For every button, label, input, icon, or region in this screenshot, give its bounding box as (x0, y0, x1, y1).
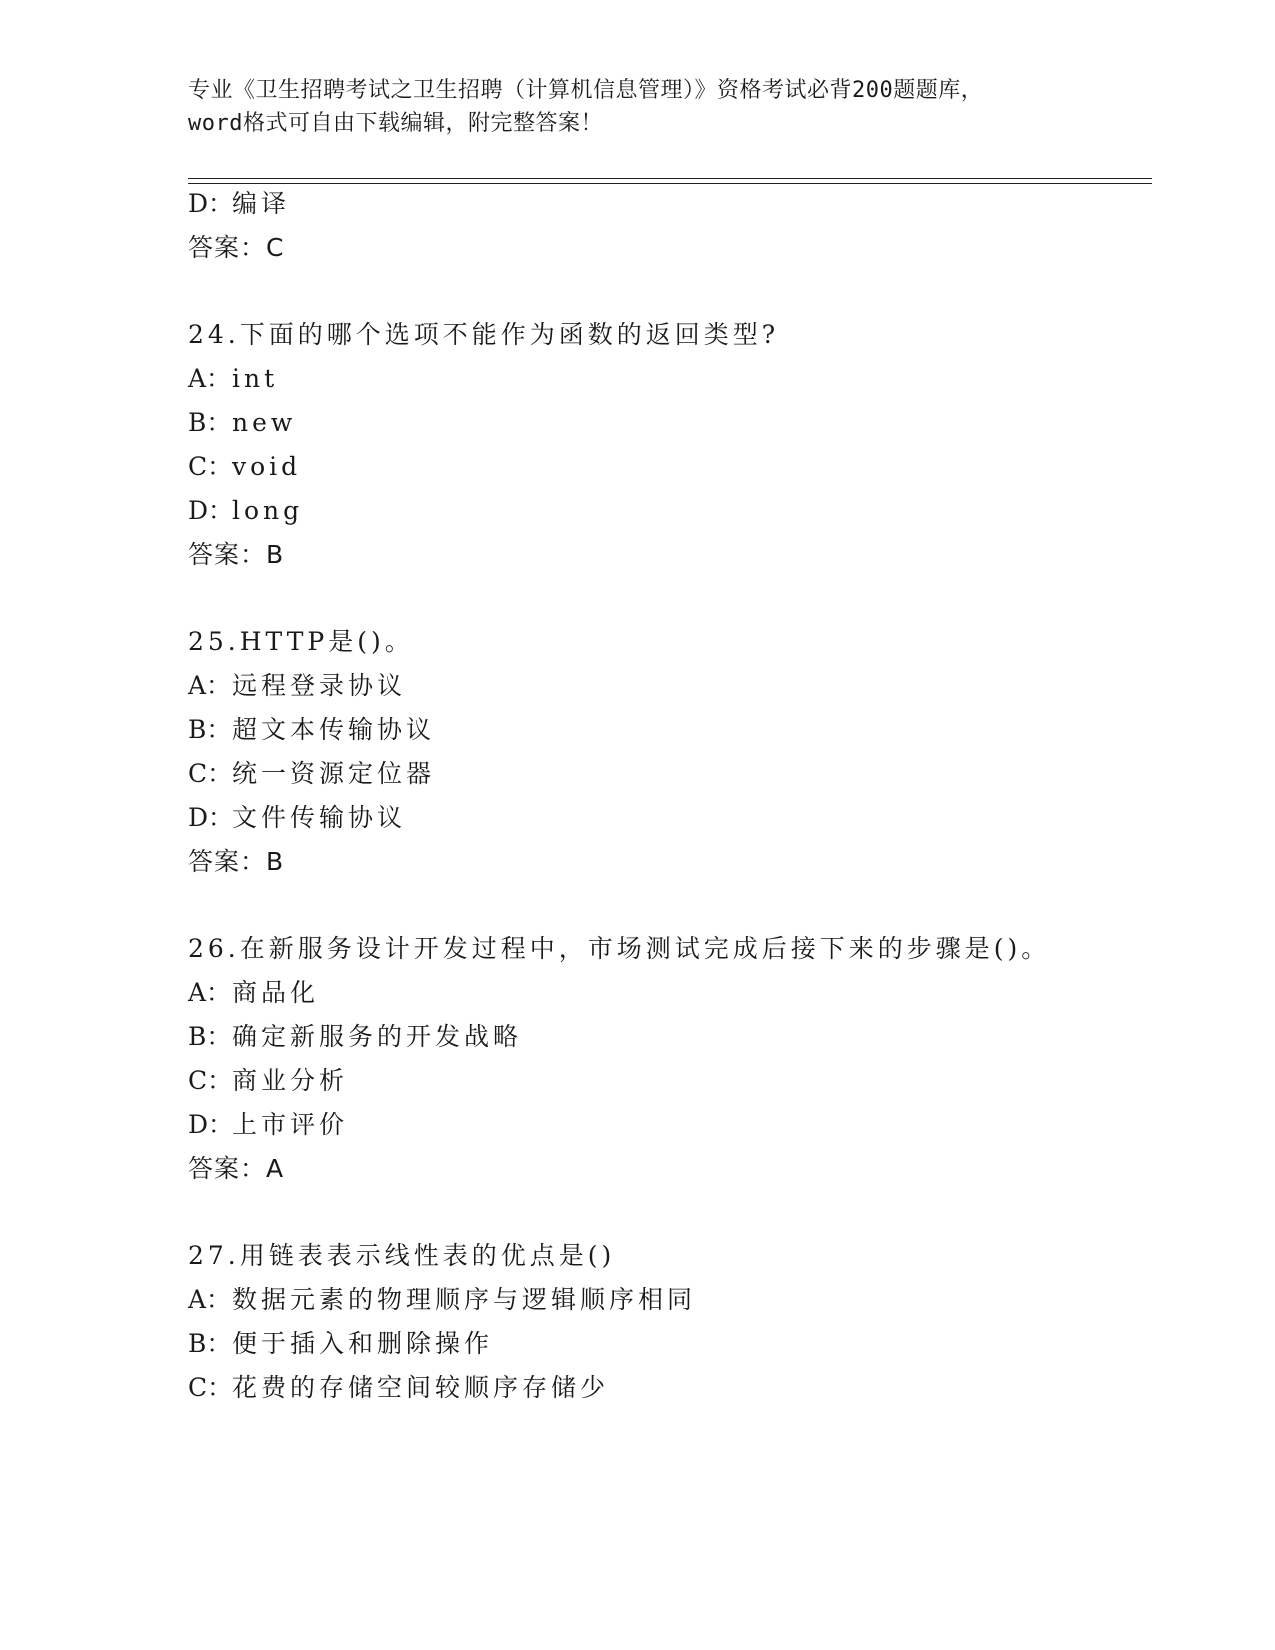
option-label: B： (188, 1022, 232, 1051)
option-label: A： (188, 671, 232, 700)
answer-line: 答案：A (188, 1154, 285, 1183)
option-text: 超文本传输协议 (232, 715, 436, 744)
option-line (188, 1017, 522, 1053)
option-line (188, 973, 319, 1009)
option-label: D： (188, 1110, 234, 1139)
option-line (188, 359, 278, 395)
option-label: D： (188, 496, 234, 525)
document-header (188, 74, 1088, 140)
option-text: 文件传输协议 (232, 803, 407, 832)
option-text: int (232, 364, 279, 393)
option-line (188, 491, 303, 527)
option-label: C： (188, 452, 233, 481)
option-label: B： (188, 1329, 232, 1358)
option-text: 统一资源定位器 (232, 759, 436, 788)
header-divider-top (188, 178, 1152, 179)
option-text: 商业分析 (232, 1066, 349, 1095)
option-text: new (232, 408, 297, 437)
option-label: C： (188, 1373, 233, 1402)
option-line (188, 447, 301, 483)
answer-line: 答案：B (188, 847, 285, 876)
option-line (188, 754, 435, 790)
option-text: 上市评价 (232, 1110, 349, 1139)
option-line (188, 1280, 696, 1316)
question-stem: 25.HTTP是()。 (188, 627, 414, 656)
option-text: 便于插入和删除操作 (232, 1329, 494, 1358)
question-stem: 24.下面的哪个选项不能作为函数的返回类型? (188, 320, 780, 349)
answer-line: 答案：B (188, 540, 285, 569)
header-title-line-1: 专业《卫生招聘考试之卫生招聘（计算机信息管理）》资格考试必背200题题库， (188, 78, 984, 103)
option-label: B： (188, 715, 232, 744)
option-text: 确定新服务的开发战略 (232, 1022, 523, 1051)
option-text: 数据元素的物理顺序与逻辑顺序相同 (232, 1285, 697, 1314)
option-text: 商品化 (232, 978, 320, 1007)
option-line (188, 1061, 348, 1097)
header-divider-bottom (188, 183, 1152, 184)
option-text: 编译 (232, 189, 291, 218)
option-line (188, 666, 406, 702)
option-line (188, 798, 406, 834)
option-label: C： (188, 759, 233, 788)
question-stem: 26.在新服务设计开发过程中，市场测试完成后接下来的步骤是()。 (188, 934, 1051, 963)
option-text: 远程登录协议 (232, 671, 407, 700)
option-line (188, 710, 435, 746)
answer-line: 答案：C (188, 233, 285, 262)
question-stem: 27.用链表表示线性表的优点是() (188, 1241, 616, 1270)
option-label: C： (188, 1066, 233, 1095)
option-line (188, 1105, 348, 1141)
option-line (188, 184, 290, 220)
option-text: void (232, 452, 302, 481)
option-line (188, 1324, 493, 1360)
option-label: A： (188, 1285, 232, 1314)
option-label: D： (188, 803, 234, 832)
option-text: 花费的存储空间较顺序存储少 (232, 1373, 610, 1402)
option-label: A： (188, 364, 232, 393)
option-line (188, 403, 296, 439)
header-title-line-2: word格式可自由下载编辑，附完整答案！ (188, 111, 603, 136)
option-label: A： (188, 978, 232, 1007)
option-label: B： (188, 408, 232, 437)
option-line (188, 1368, 609, 1404)
option-label: D： (188, 189, 234, 218)
option-text: long (232, 496, 304, 525)
